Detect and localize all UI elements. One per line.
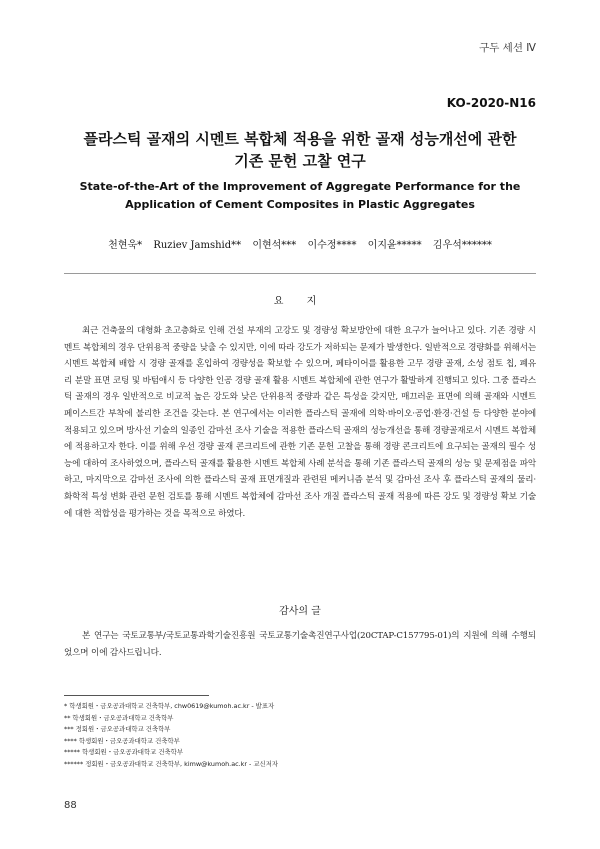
divider: [64, 273, 536, 274]
footnote-divider: [64, 695, 209, 696]
korean-title-line-1: 플라스틱 골재의 시멘트 복합체 적용을 위한 골재 성능개선에 관한: [83, 130, 517, 148]
english-title-line-2: Application of Cement Composites in Plastic Aggregates: [125, 198, 475, 211]
korean-title-line-2: 기존 문헌 고찰 연구: [234, 152, 366, 170]
footnote: * 학생회원・금오공과대학교 건축학부, chw0619@kumoh.ac.kr - 발표자: [64, 702, 275, 710]
acknowledgement-heading: 감사의 글: [279, 606, 321, 617]
footnotes: [64, 701, 536, 770]
paper-code: KO-2020-N16: [446, 96, 536, 110]
session-label: 구두 세션 Ⅳ: [479, 42, 536, 54]
footnote: ***** 학생회원・금오공과대학교 건축학부: [64, 748, 184, 756]
page-number: 88: [64, 800, 77, 811]
footnote: ****** 정회원・금오공과대학교 건축학부, kimw@kumoh.ac.kr - 교신저자: [64, 759, 279, 768]
footnote: **** 학생회원・금오공과대학교 건축학부: [64, 736, 180, 745]
abstract-body: 최근 건축물의 대형화 초고층화로 인해 건설 부재의 고강도 및 경량성 확보방안에 대한 요구가 늘어나고 있다. 기존 경량 시멘트 복합체의 경우 단위용적 중량을 낮출 수 있지만, 이에 따라 강도가 저하되는 문제가 발생한다. 일반적으로 경량화를 위해서는 시멘트 복합체 배합 시 경량 골재를 혼입하여 경량성을 확보할 수 있으며, 페타이어를 활용한 고무 경량 골재, 소성 점토 칩, 폐유리 분말 표면 코팅 및 바텀애시 등 다양한 인공 경량 골재 활용 시멘트 복합체에 관한 연구가 활발하게 진행되고 있다. 그중 플라스틱 골재의 경우 일반적으로 비교적 높은 강도와 낮은 단위용적 중량과 같은 특성을 갖지만, 매끄러운 표면에 의해 골재와 시멘트 페이스트간 부착에 불리한 조건을 갖는다. 본 연구에서는 이러한 플라스틱 골재에 의학·바이오·공업·환경·건설 등 다양한 분야에 적용되고 있으며 방사선 기술의 일종인 감마선 조사 기술을 적용한 플라스틱 골재의 성능개선을 통해 경량골재로서 시멘트 복합체에 적용하고자 한다. 이를 위해 우선 경량 골재 콘크리트에 관한 기존 문헌 고찰을 통해 경량 콘크리트에 요구되는 골재의 필수 성능에 대하여 조사하였으며, 플라스틱 골재를 활용한 시멘트 복합체 사례 분석을 통해 기존 플라스틱 골재의 성능 및 문제점을 파악하고, 마지막으로 감마선 조사에 의한 플라스틱 골재 표면개질과 관련된 메커니즘 분석 및 감마선 조사 후 플라스틱 골재의 물리·화학적 특성 변화 관련 문헌 검토를 통해 시멘트 복합체에 감마선 조사 개질 플라스틱 골재 적용에 따른 강도 및 경량성 확보 기술에 대한 적합성을 평가하는 것을 목적으로 하였다.: [64, 326, 536, 519]
author: 이현석***: [252, 240, 297, 251]
footnote: ** 학생회원・금오공과대학교 건축학부: [64, 713, 174, 722]
author: Ruziev Jamshid**: [153, 240, 242, 251]
author: 이수정****: [307, 240, 357, 251]
author: 김우석******: [432, 240, 492, 251]
acknowledgement-body: 본 연구는 국토교통부/국토교통과학기술진흥원 국토교통기술촉진연구사업(20CTAP-C157795-01)의 지원에 의해 수행되었으며 이에 감사드립니다.: [64, 631, 536, 658]
author: 천현욱*: [108, 240, 143, 251]
footnote: *** 정회원・금오공과대학교 건축학부: [64, 725, 171, 733]
author: 이지윤*****: [367, 240, 422, 251]
english-title-line-1: State-of-the-Art of the Improvement of Aggregate Performance for the: [79, 180, 521, 193]
author-list: [40, 236, 560, 251]
abstract-heading: 요 지: [273, 296, 327, 307]
